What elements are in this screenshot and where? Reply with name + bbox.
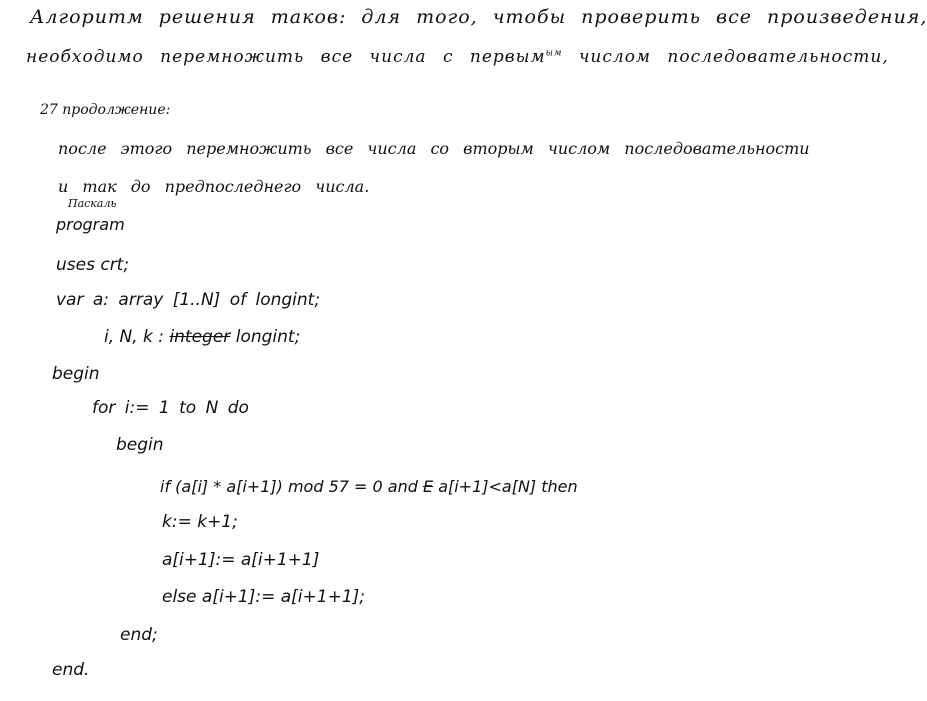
code-if-condition: if (a[i] * a[i+1]) mod 57 = 0 and <box>160 477 418 496</box>
code-for-line: for i:= 1 to N do <box>92 398 249 418</box>
code-vars-prefix: i, N, k : <box>104 327 165 347</box>
code-vars-struck-type: integer <box>169 327 231 347</box>
intro-line-2-start: необходимо перемножить все числа с первым <box>26 47 546 67</box>
code-if-struck: E <box>422 477 434 496</box>
intro-line-2-superscript: ым <box>545 48 563 59</box>
code-if-line <box>160 477 578 496</box>
continuation-line-1: после этого перемножить все числа со вторым числом последовательности <box>58 139 810 158</box>
intro-line-2-end: числом последовательности, <box>578 47 889 67</box>
code-vars-line <box>104 327 300 347</box>
code-assign-line: a[i+1]:= a[i+1+1] <box>162 550 320 570</box>
code-end-inner: end; <box>120 625 158 645</box>
code-uses-line: uses crt; <box>56 255 130 275</box>
code-begin-inner: begin <box>116 435 164 455</box>
code-increment-line: k:= k+1; <box>162 512 238 532</box>
code-else-line: else a[i+1]:= a[i+1+1]; <box>162 587 365 607</box>
intro-line-2 <box>26 47 889 67</box>
code-end-final: end. <box>52 660 90 680</box>
code-var-line: var a: array [1..N] of longint; <box>56 290 321 310</box>
code-vars-type: longint; <box>235 327 301 347</box>
code-program-keyword: program <box>56 215 125 234</box>
continuation-header: 27 продолжение: <box>40 102 171 118</box>
code-begin: begin <box>52 364 100 384</box>
intro-line-1: Алгоритм решения таков: для того, чтобы проверить все произведения, <box>30 6 927 28</box>
code-if-tail: a[i+1]<a[N] then <box>438 477 578 496</box>
language-note: Паскаль <box>68 197 117 210</box>
continuation-line-2: и так до предпоследнего числа. <box>58 177 370 196</box>
